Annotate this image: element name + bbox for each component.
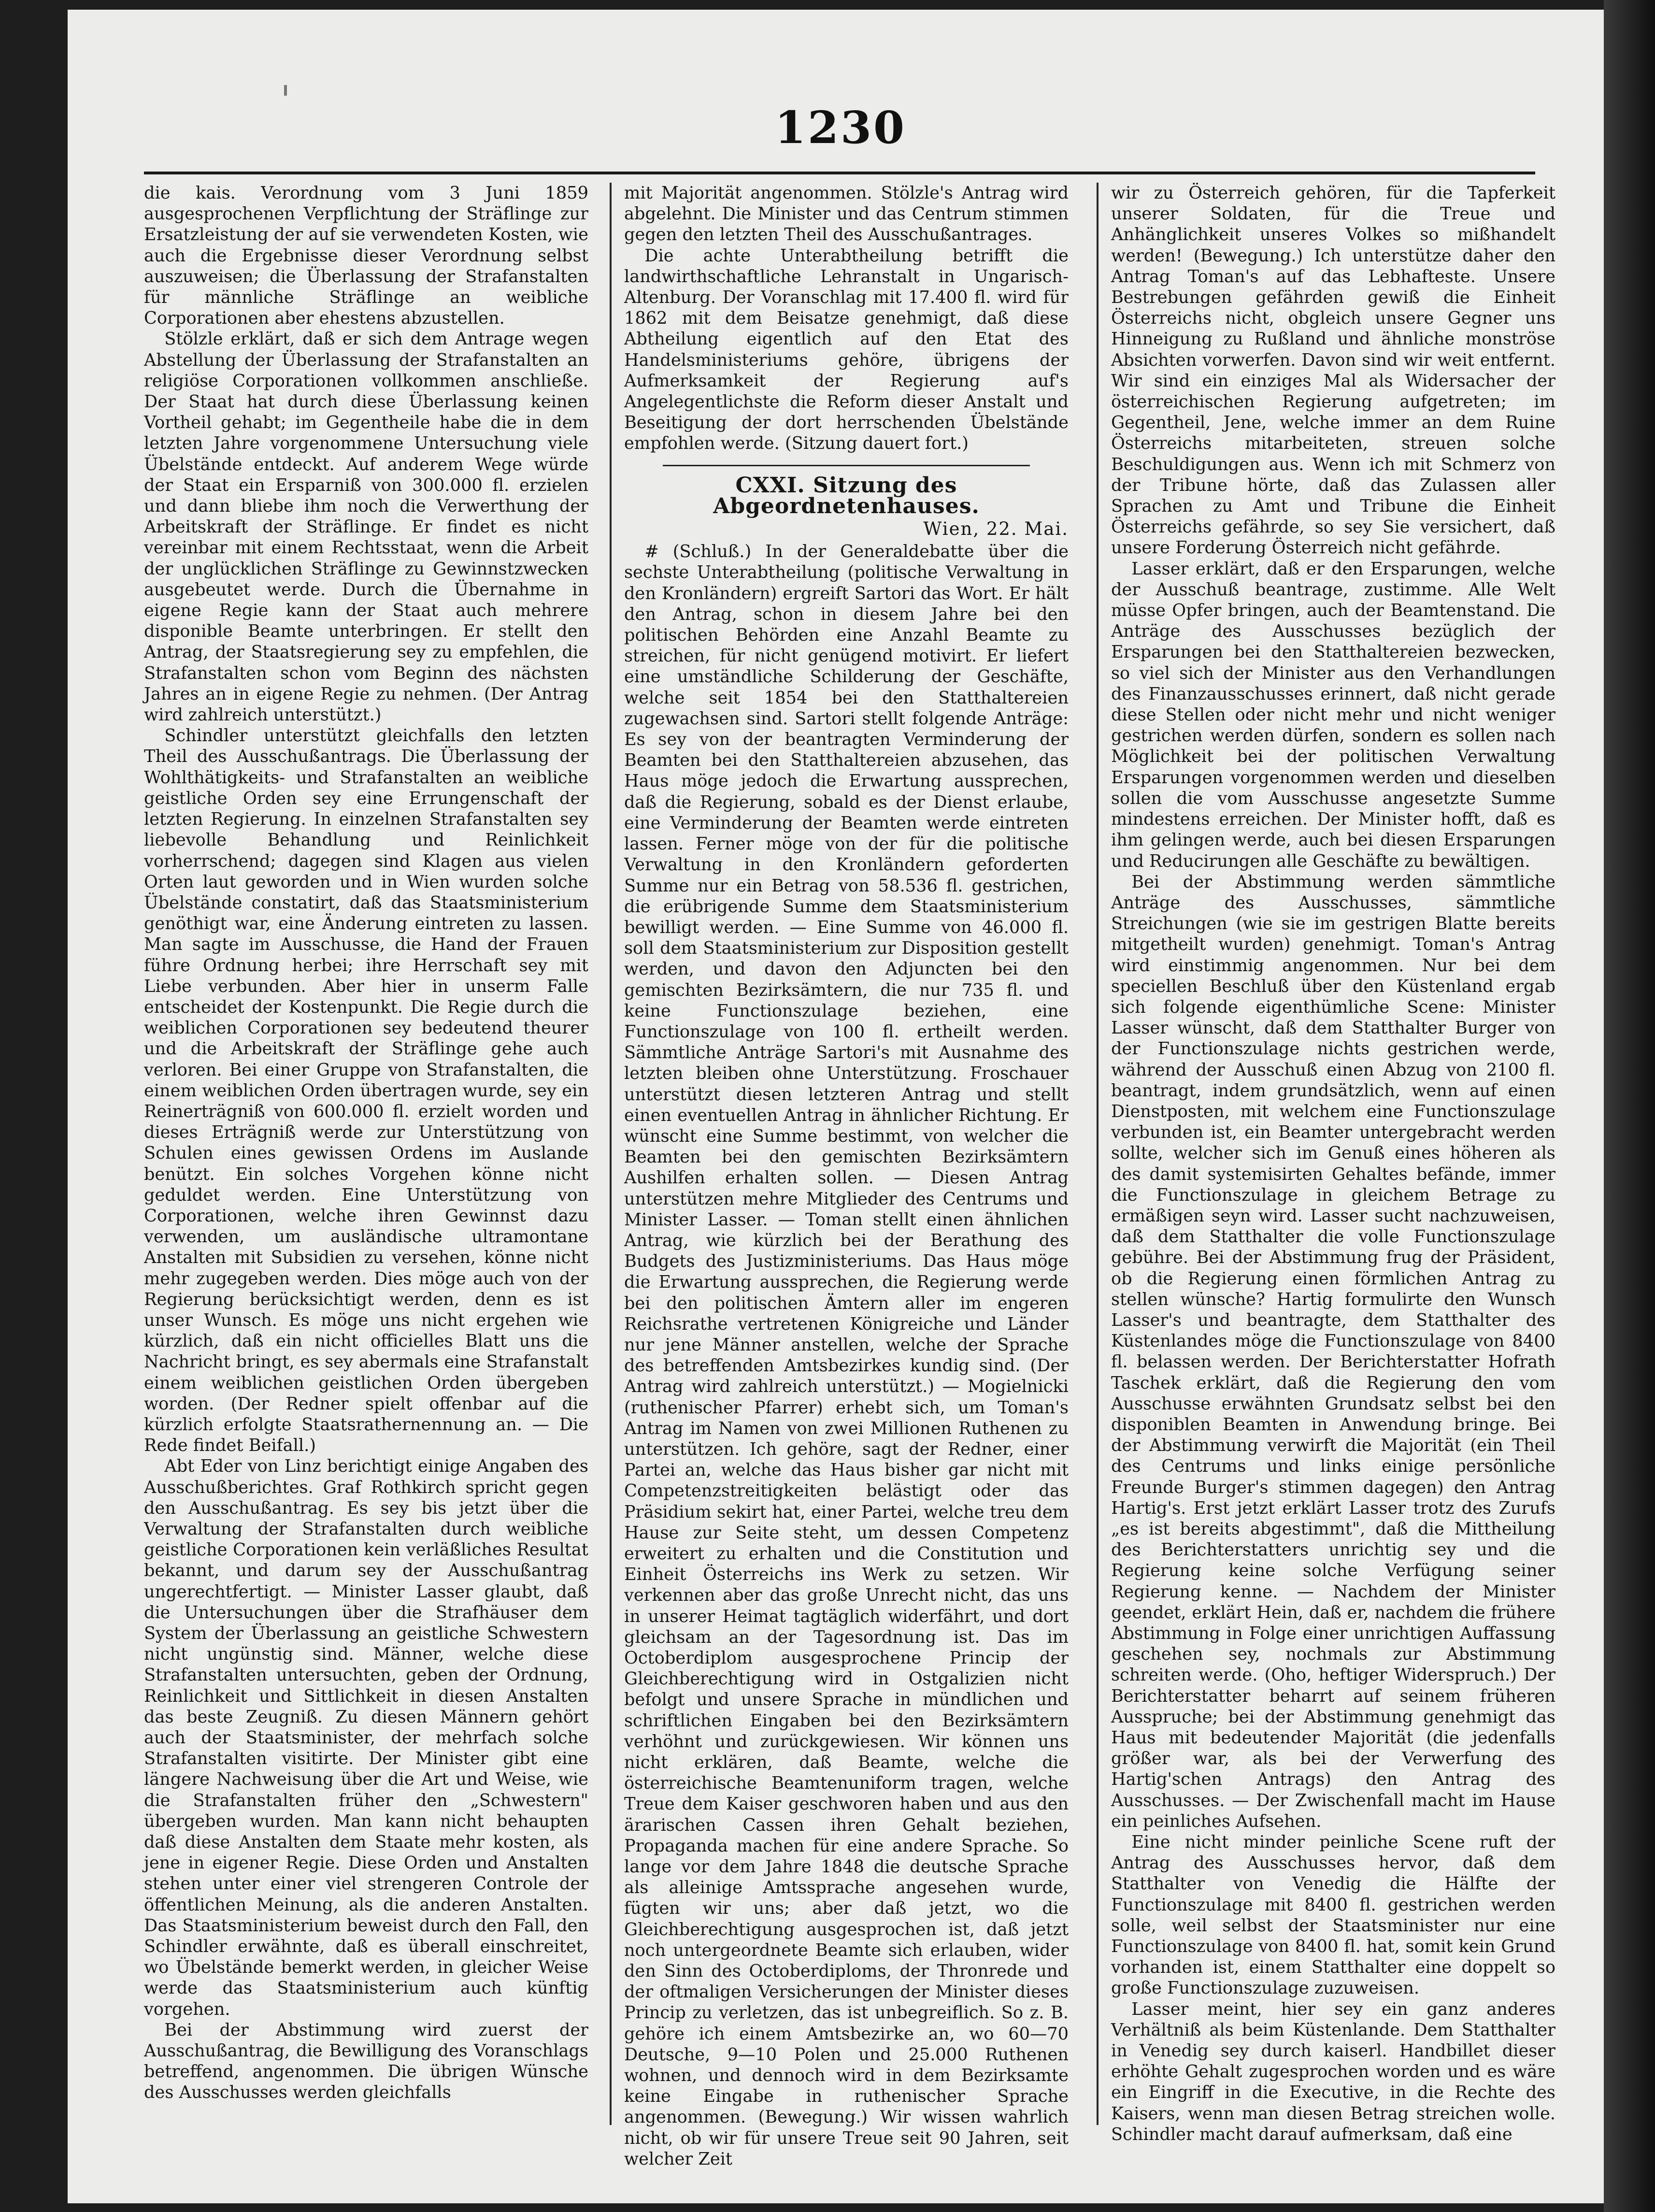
paragraph: die kais. Verordnung vom 3 Juni 1859 ausgesprochenen Verpflichtung der Sträflinge zur Ersatzleistung der auf sie verwendeten Kosten, wie auch die Ergebnisse dieser Verordnung selbst auszuweisen; die Überlassung der Strafanstalten für männliche Sträflinge an weibliche Corporationen aber ehestens abzustellen. [144, 183, 588, 329]
paragraph: Stölzle erklärt, daß er sich dem Antrage wegen Abstellung der Überlassung der Strafanstalten an religiöse Corporationen vollkommen anschließe. Der Staat hat durch diese Überlassung keinen Vortheil gehabt; im Gegentheile habe die in dem letzten Jahre vorgenommene Untersuchung viele Übelstände entdeckt. Auf anderem Wege würde der Staat ein Ersparniß von 300.000 fl. erzielen und dann bliebe ihm noch die Verwerthung der Arbeitskraft der Sträflinge. Er findet es nicht vereinbar mit einem Rechtsstaat, wenn die Arbeit der unglücklichen Sträflinge zu Gewinnstzwecken ausgebeutet werde. Durch die Übernahme in eigene Regie kann der Staat auch mehrere disponible Beamte unterbringen. Er stellt den Antrag, der Staatsregierung sey zu empfehlen, die Strafanstalten schon vom Beginn des nächsten Jahres an in eigene Regie zu nehmen. (Der Antrag wird zahlreich unterstützt.) [144, 329, 588, 725]
paragraph: Abt Eder von Linz berichtigt einige Angaben des Ausschußberichtes. Graf Rothkirch spricht gegen den Ausschußantrag. Es sey bis jetzt über die Verwaltung der Strafanstalten durch weibliche geistliche Corporationen kein verläßliches Resultat bekannt, und darum sey der Ausschußantrag ungerechtfertigt. — Minister Lasser glaubt, daß die Untersuchungen über die Strafhäuser dem System der Überlassung an geistliche Schwestern nicht ungünstig sind. Männer, welche diese Strafanstalten untersuchten, geben der Ordnung, Reinlichkeit und Sittlichkeit in diesen Anstalten das beste Zeugniß. Zu diesen Männern gehört auch der Staatsminister, der mehrfach solche Strafanstalten visitirte. Der Minister gibt eine längere Nachweisung über die Art und Weise, wie die Strafanstalten früher den „Schwestern" übergeben wurden. Man kann nicht behaupten daß diese Anstalten dem Staate mehr kosten, als jene in eigener Regie. Diese Orden und Anstalten stehen unter einer viel strengeren Controle der öffentlichen Meinung, als die anderen Anstalten. Das Staatsministerium beweist durch den Fall, den Schindler erwähnte, daß es überall einschreitet, wo Übelstände bemerkt werden, in gleicher Weise werde das Staatsministerium auch künftig vorgehen. [144, 1456, 588, 2019]
paragraph: Schindler unterstützt gleichfalls den letzten Theil des Ausschußantrags. Die Überlassung der Wohlthätigkeits- und Strafanstalten an weibliche geistliche Orden sey eine Errungenschaft der letzten Regierung. In einzelnen Strafanstalten sey liebevolle Behandlung und Reinlichkeit vorherrschend; dagegen sind Klagen aus vielen Orten laut geworden und in Wien wurden solche Übelstände constatirt, daß das Staatsministerium genöthigt war, eine Änderung eintreten zu lassen. Man sagte im Ausschusse, die Hand der Frauen führe Ordnung herbei; ihre Herrschaft sey mit Liebe verbunden. Aber hier in unserm Falle entscheidet der Kostenpunkt. Die Regie durch die weiblichen Corporationen sey bedeutend theurer und die Arbeitskraft der Sträflinge gehe auch verloren. Bei einer Gruppe von Strafanstalten, die einem weiblichen Orden übertragen wurde, sey ein Reinerträgniß von 600.000 fl. erzielt worden und dieses Erträgniß werde zur Unterstützung von Schulen eines gewissen Ordens im Auslande benützt. Ein solches Vorgehen könne nicht geduldet werden. Eine Unterstützung von Corporationen, welche ihren Gewinnst dazu verwenden, um ausländische ultramontane Anstalten mit Subsidien zu versehen, könne nicht mehr zugegeben werden. Dies möge auch von der Regierung berücksichtigt werden, denn es ist unser Wunsch. Es möge uns nicht ergehen wie kürzlich, daß ein nicht officielles Blatt uns die Nachricht bringt, es sey abermals eine Strafanstalt einem weiblichen geistlichen Orden übergeben worden. (Der Redner spielt offenbar auf die kürzlich erfolgte Staatsrathernennung an. — Die Rede findet Beifall.) [144, 726, 588, 1456]
paragraph: Bei der Abstimmung wird zuerst der Ausschußantrag, die Bewilligung des Voranschlags betreffend, angenommen. Die übrigen Wünsche des Ausschusses werden gleichfalls [144, 2020, 588, 2103]
page-number: 1230 [774, 101, 907, 154]
column-middle [624, 183, 1069, 2169]
dateline: Wien, 22. Mai. [923, 518, 1069, 540]
paragraph: Lasser erklärt, daß er den Ersparungen, welche der Ausschuß beantrage, zustimme. Alle Welt müsse Opfer bringen, auch der Beamtenstand. Die Anträge des Ausschusses bezüglich der Ersparungen bei den Statthaltereien bezwecken, so viel sich der Minister aus den Verhandlungen des Finanzausschusses erinnert, daß nicht gerade diese Stellen oder nicht mehr und nicht weniger gestrichen werden dürfen, sondern es sollen nach Möglichkeit bei der politischen Verwaltung Ersparungen vorgenommen werden und dieselben sollen die vom Ausschusse angesetzte Summe mindestens erreichen. Der Minister hofft, daß es ihm gelingen werde, auch bei diesen Ersparungen und Reducirungen alle Geschäfte zu bewältigen. [1111, 559, 1555, 871]
column-right [1111, 183, 1555, 2144]
paragraph: Die achte Unterabtheilung betrifft die landwirthschaftliche Lehranstalt in Ungarisch-Altenburg. Der Voranschlag mit 17.400 fl. wird für 1862 mit dem Beisatze genehmigt, daß diese Abtheilung eigentlich auf den Etat des Handelsministeriums gehöre, übrigens der Aufmerksamkeit der Regierung auf's Angelegentlichste die Reform dieser Anstalt und Beseitigung der dort herrschenden Übelstände empfohlen werde. (Sitzung dauert fort.) [624, 245, 1069, 454]
paragraph: mit Majorität angenommen. Stölzle's Antrag wird abgelehnt. Die Minister und das Centrum stimmen gegen den letzten Theil des Ausschußantrages. [624, 183, 1069, 245]
paragraph: # (Schluß.) In der Generaldebatte über die sechste Unterabtheilung (politische Verwaltung in den Kronländern) ergreift Sartori das Wort. Er hält den Antrag, schon in diesem Jahre bei den politischen Behörden eine Anzahl Beamte zu streichen, für nicht genügend motivirt. Er liefert eine umständliche Schilderung der Geschäfte, welche seit 1854 bei den Statthaltereien zugewachsen sind. Sartori stellt folgende Anträge: Es sey von der beantragten Verminderung der Beamten bei den Statthaltereien abzusehen, das Haus möge jedoch die Erwartung aussprechen, daß die Regierung, sobald es der Dienst erlaube, eine Verminderung der Beamten werde eintreten lassen. Ferner möge von der für die politische Verwaltung in den Kronländern geforderten Summe nur ein Betrag von 58.536 fl. gestrichen, die erübrigende Summe dem Staatsministerium bewilligt werden. — Eine Summe von 46.000 fl. soll dem Staatsministerium zur Disposition gestellt werden, und davon den Adjuncten bei den gemischten Bezirksämtern, die nur 735 fl. und keine Functionszulage beziehen, eine Functionszulage von 100 fl. ertheilt werden. Sämmtliche Anträge Sartori's mit Ausnahme des letzten bleiben ohne Unterstützung. Froschauer unterstützt diesen letzteren Antrag und stellt einen eventuellen Antrag in ähnlicher Richtung. Er wünscht eine Summe bestimmt, von welcher die Beamten bei den gemischten Bezirksämtern Aushilfen erhalten sollen. — Diesen Antrag unterstützen mehre Mitglieder des Centrums und Minister Lasser. — Toman stellt einen ähnlichen Antrag, wie kürzlich bei der Berathung des Budgets des Justizministeriums. Das Haus möge die Erwartung aussprechen, die Regierung werde bei den politischen Ämtern aller im engeren Reichsrathe vertretenen Königreiche und Länder nur jene Männer anstellen, welche der Sprache des betreffenden Amtsbezirkes kundig sind. (Der Antrag wird zahlreich unterstützt.) — Mogielnicki (ruthenischer Pfarrer) erhebt sich, um Toman's Antrag im Namen von zwei Millionen Ruthenen zu unterstützen. Ich gehöre, sagt der Redner, einer Partei an, welche das Haus bisher gar nicht mit Competenzstreitigkeiten belästigt oder das Präsidium sekirt hat, einer Partei, welche treu dem Hause zur Seite steht, um dessen Competenz erweitert zu erhalten und die Constitution und Einheit Österreichs ins Werk zu setzen. Wir verkennen aber das große Unrecht nicht, das uns in unserer Heimat tagtäglich widerfährt, und dort gleichsam an der Tagesordnung ist. Das im Octoberdiplom ausgesprochene Princip der Gleichberechtigung wird in Ostgalizien nicht befolgt und unsere Sprache in mündlichen und schriftlichen Eingaben bei den Bezirksämtern verhöhnt und zurückgewiesen. Wir können uns nicht erklären, daß Beamte, welche die österreichische Beamtenuniform tragen, welche Treue dem Kaiser geschworen haben und aus den ärarischen Cassen ihren Gehalt beziehen, Propaganda machen für eine andere Sprache. So lange vor dem Jahre 1848 die deutsche Sprache als alleinige Amtssprache angesehen wurde, fügten wir uns; aber daß jetzt, wo die Gleichberechtigung ausgesprochen ist, daß jetzt noch untergeordnete Beamte sich erlauben, wider den Sinn des Octoberdiploms, der Thronrede und der oftmaligen Versicherungen der Minister dieses Princip zu verletzen, das ist unbegreiflich. So z. B. gehöre ich einem Amtsbezirke an, wo 60—70 Deutsche, 9—10 Polen und 25.000 Ruthenen wohnen, und dennoch wird in dem Bezirksamte keine Eingabe in ruthenischer Sprache angenommen. (Bewegung.) Wir wissen wahrlich nicht, ob wir für unsere Treue seit 90 Jahren, seit welcher Zeit [624, 542, 1069, 2169]
section-divider [663, 465, 1030, 466]
section-heading: CXXI. Sitzung des Abgeordnetenhauses. [713, 473, 980, 518]
column-divider [610, 183, 612, 2125]
paragraph: Eine nicht minder peinliche Scene ruft der Antrag des Ausschusses hervor, daß dem Statthalter von Venedig die Hälfte der Functionszulage mit 8400 fl. gestrichen werden solle, weil selbst der Staatsminister nur eine Functionszulage von 8400 fl. hat, somit kein Grund vorhanden ist, einem Statthalter eine doppelt so große Functionszulage zuzuweisen. [1111, 1832, 1555, 1998]
scan-mark [284, 85, 287, 96]
column-left [144, 183, 588, 2125]
header-rule [144, 172, 1535, 174]
scan-edge-shadow [1604, 0, 1655, 2212]
paragraph: Lasser meint, hier sey ein ganz anderes Verhältniß als beim Küstenlande. Dem Statthalter in Venedig sey durch kaiserl. Handbillet dieser erhöhte Gehalt zugesprochen worden und es wäre ein Eingriff in die Executive, in die Rechte des Kaisers, wenn man diesen Betrag streichen wolle. Schindler macht darauf aufmerksam, daß eine [1111, 1999, 1555, 2144]
paragraph: wir zu Österreich gehören, für die Tapferkeit unserer Soldaten, für die Treue und Anhänglichkeit unseres Volkes so mißhandelt werden! (Bewegung.) Ich unterstütze daher den Antrag Toman's auf das Lebhafteste. Unsere Bestrebungen gefährden gewiß die Einheit Österreichs nicht, obgleich unsere Gegner uns Hinneigung zu Rußland und ähnliche monströse Absichten vorwerfen. Davon sind wir weit entfernt. Wir sind ein einziges Mal als Widersacher der österreichischen Regierung aufgetreten; im Gegentheil, Jene, welche immer an dem Ruine Österreichs mitarbeiteten, streuen solche Beschuldigungen aus. Wenn ich mit Schmerz von der Tribune hörte, daß das Zulassen aller Sprachen zu Amt und Tribune die Einheit Österreichs gefährde, so sey Sie versichert, daß unsere Forderung Österreich nicht gefährde. [1111, 183, 1555, 558]
column-divider [1097, 183, 1099, 2125]
paragraph: Bei der Abstimmung werden sämmtliche Anträge des Ausschusses, sämmtliche Streichungen (wie sie im gestrigen Blatte bereits mitgetheilt wurden) genehmigt. Toman's Antrag wird einstimmig angenommen. Nur bei dem speciellen Beschluß über den Küstenland ergab sich folgende eigenthümliche Scene: Minister Lasser wünscht, daß dem Statthalter Burger von der Functionszulage nichts gestrichen werde, während der Ausschuß einen Abzug von 2100 fl. beantragt, indem grundsätzlich, wenn auf einen Dienstposten, mit welchem eine Functionszulage verbunden ist, ein Beamter untergebracht werden sollte, welcher sich im Genuß eines höheren als des damit systemisirten Gehaltes befände, immer die Functionszulage in gleichem Betrage zu ermäßigen seyn wird. Lasser sucht nachzuweisen, daß dem Statthalter die volle Functionszulage gebühre. Bei der Abstimmung frug der Präsident, ob die Regierung einen förmlichen Antrag zu stellen wünsche? Hartig formulirte den Wunsch Lasser's und beantragte, dem Statthalter des Küstenlandes möge die Functionszulage von 8400 fl. belassen werden. Der Berichterstatter Hofrath Taschek erklärt, daß die Regierung den vom Ausschusse erwähnten Grundsatz selbst bei den disponiblen Beamten in Anwendung bringe. Bei der Abstimmung verwirft die Majorität (ein Theil des Centrums und links einige persönliche Freunde Burger's stimmen dagegen) den Antrag Hartig's. Erst jetzt erklärt Lasser trotz des Zurufs „es ist bereits abgestimmt", daß die Mittheilung des Berichterstatters unrichtig sey und die Regierung keine solche Verfügung seiner Regierung kenne. — Nachdem der Minister geendet, erklärt Hein, daß er, nachdem die frühere Abstimmung in Folge einer unrichtigen Auffassung geschehen sey, nochmals zur Abstimmung schreiten werde. (Oho, heftiger Widerspruch.) Der Berichterstatter beharrt auf seinem früheren Ausspruche; bei der Abstimmung genehmigt das Haus mit bedeutender Majorität (die jedenfalls größer war, als bei der Verwerfung des Hartig'schen Antrags) den Antrag des Ausschusses. — Der Zwischenfall macht im Hause ein peinliches Aufsehen. [1111, 872, 1555, 1831]
